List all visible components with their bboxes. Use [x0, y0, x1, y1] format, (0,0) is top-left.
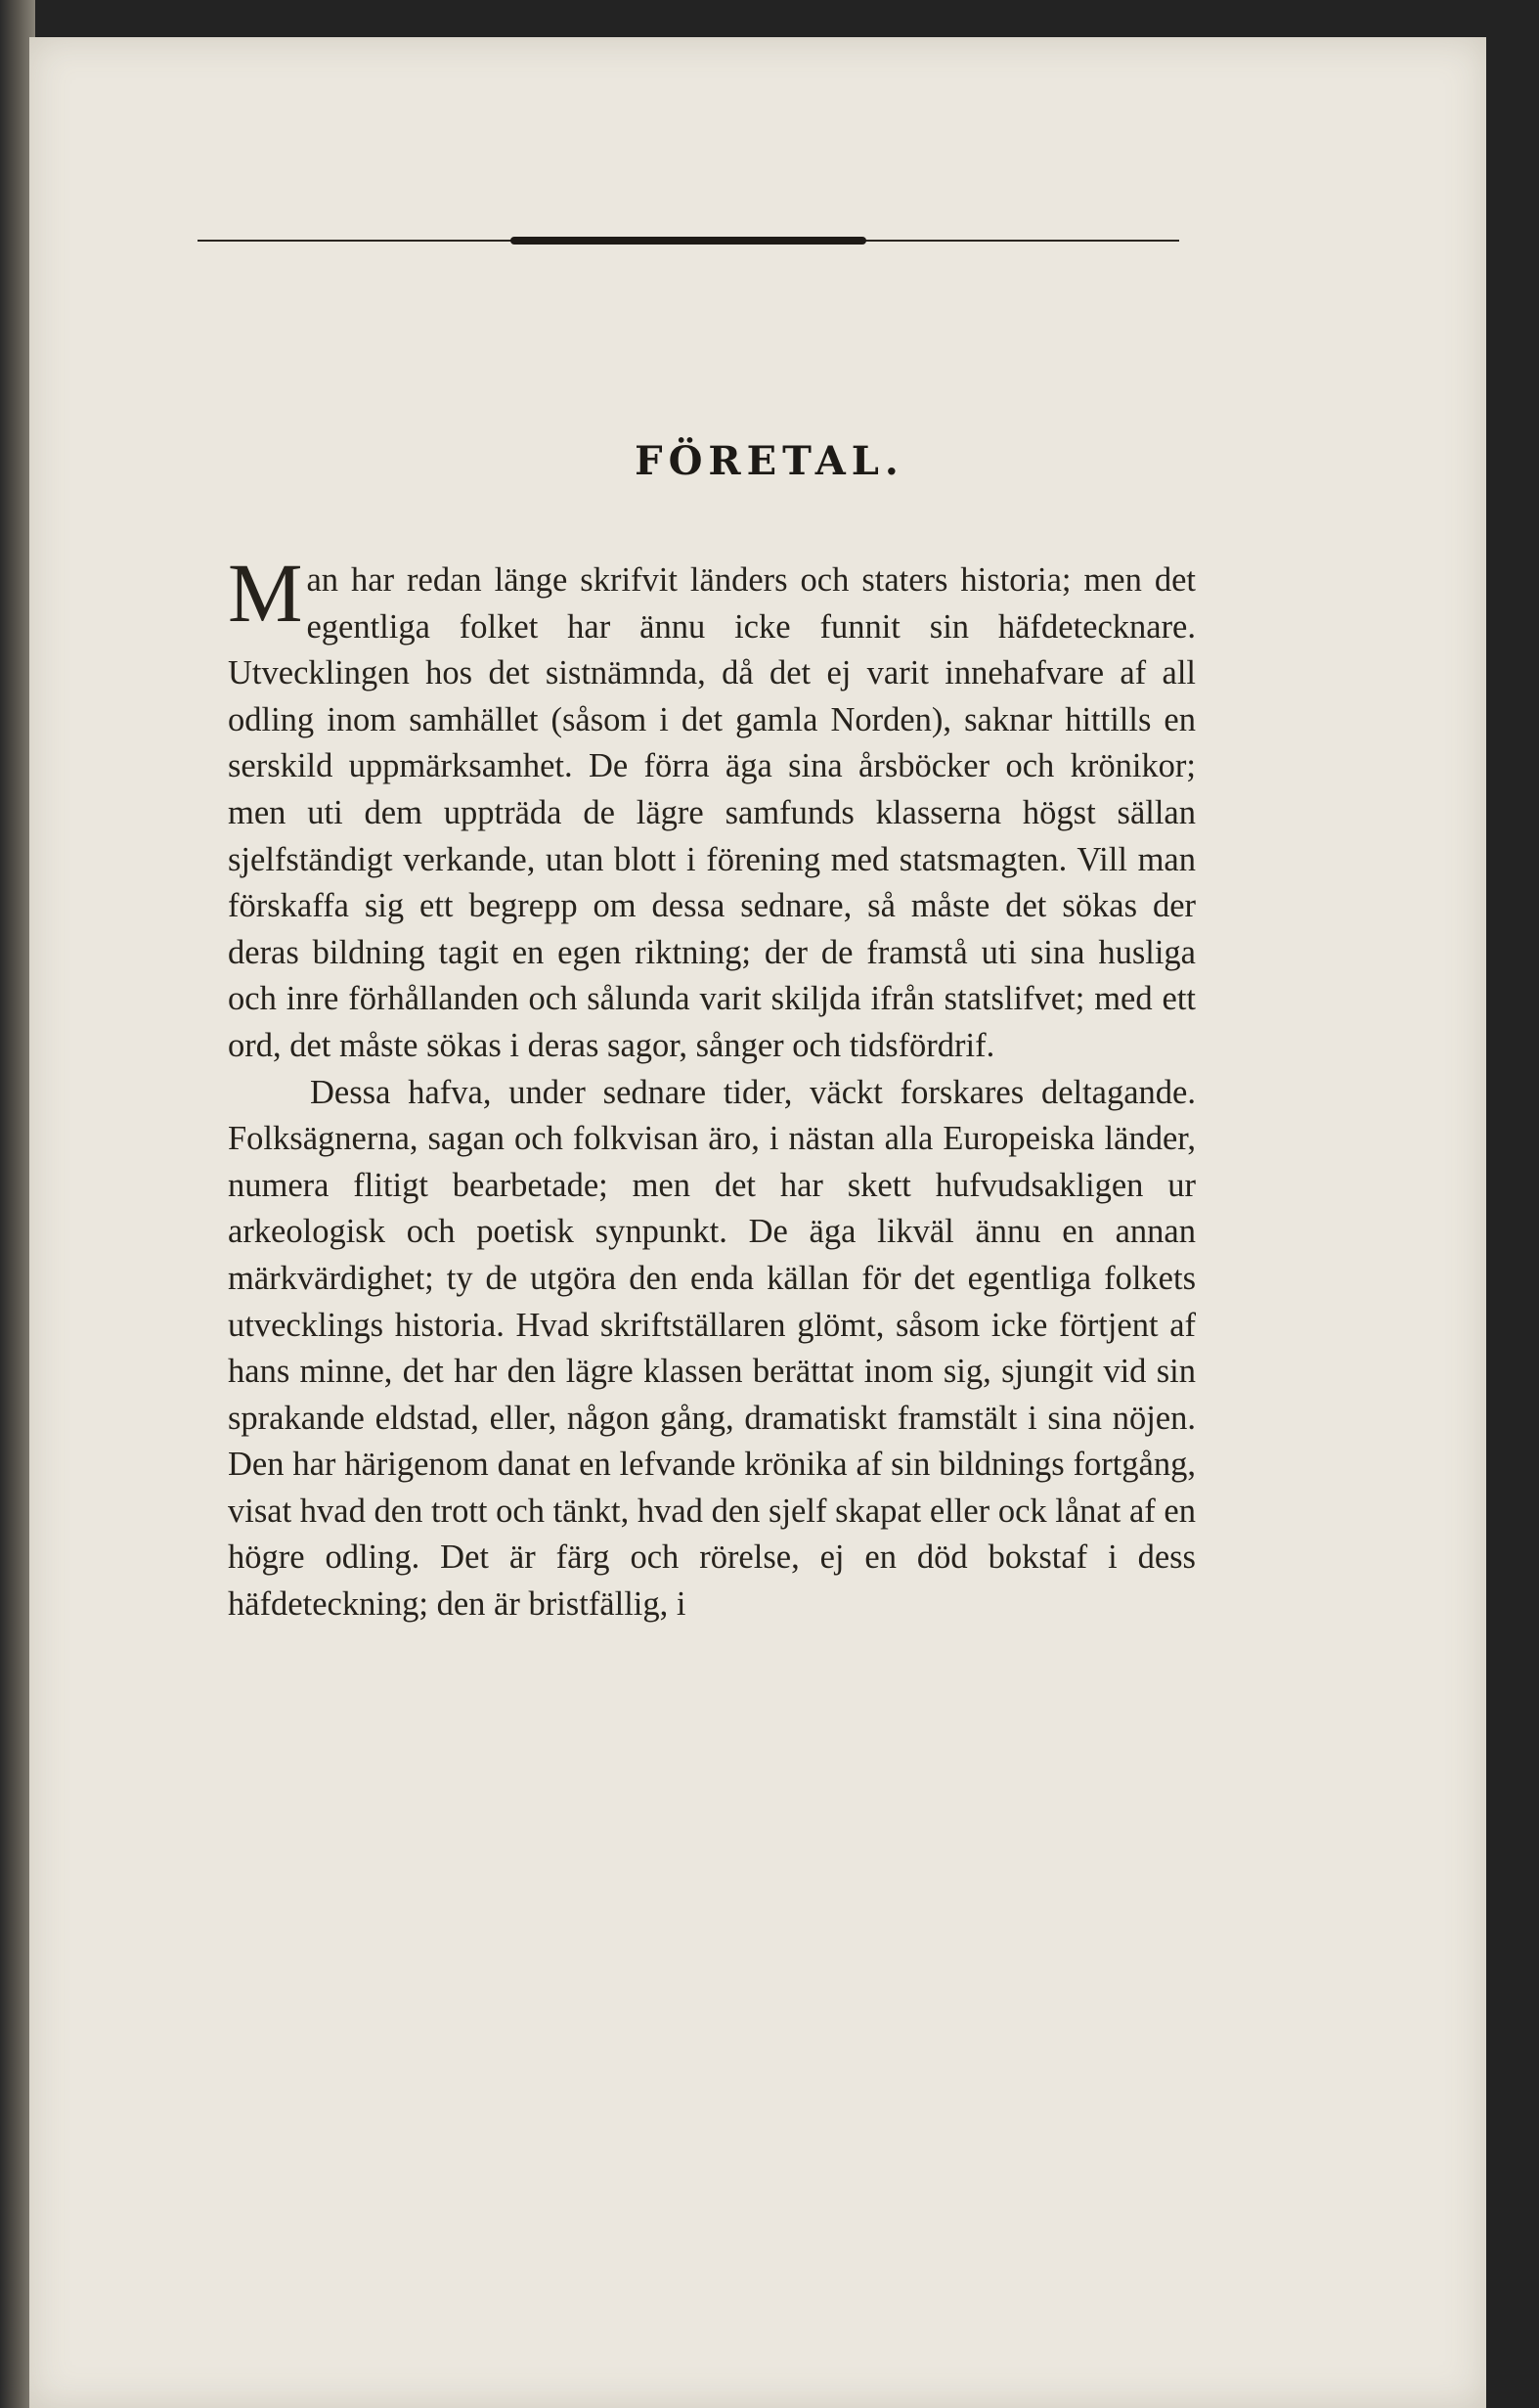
- paragraph-1-text: an har redan länge skrifvit länders och staters historia; men det egentliga folket har ännu icke funnit sin häfdetecknare. Utvecklingen hos det sistnämnda, då det ej varit innehafvare af all odling inom samhället (såsom i det gamla Norden), saknar hittills en serskild uppmärksamhet. De förra äga sina årsböcker och krönikor; men uti dem uppträda de lägre samfunds klasserna högst sällan sjelfständigt verkande, utan blott i förening med statsmagten. Vill man förskaffa sig ett begrepp om dessa sednare, så måste det sökas der deras bildning tagit en egen riktning; der de framstå uti sina husliga och inre förhållanden och sålunda varit skiljda ifrån statslifvet; med ett ord, det måste sökas i deras sagor, sånger och tidsfördrif.: [228, 561, 1196, 1064]
- ornament-thick-line: [510, 237, 866, 245]
- header-ornament-rule: [198, 235, 1179, 246]
- drop-cap: M: [228, 546, 303, 640]
- paragraph-1: [228, 546, 1196, 1070]
- paragraph-2: Dessa hafva, under sednare tider, väckt forskares deltagande. Folksägnerna, sagan och folkvisan äro, i nästan alla Europeiska länder, numera flitigt bearbetade; men det har skett hufvudsakligen ur arkeologisk och poetisk synpunkt. De äga likväl ännu en annan märkvärdighet; ty de utgöra den enda källan för det egentliga folkets utvecklings historia. Hvad skriftställaren glömt, såsom icke förtjent af hans minne, det har den lägre klassen berättat inom sig, sjungit vid sin sprakande eldstad, eller, någon gång, dramatiskt framstält i sina nöjen. Den har härigenom danat en lefvande krönika af sin bildnings fortgång, visat hvad den trott och tänkt, hvad den sjelf skapat eller ock lånat af en högre odling. Det är färg och rörelse, ej en död bokstaf i dess häfdeteckning; den är bristfällig, i: [228, 1073, 1196, 1624]
- page-title: FÖRETAL.: [635, 438, 904, 484]
- body-text: [228, 546, 1196, 1628]
